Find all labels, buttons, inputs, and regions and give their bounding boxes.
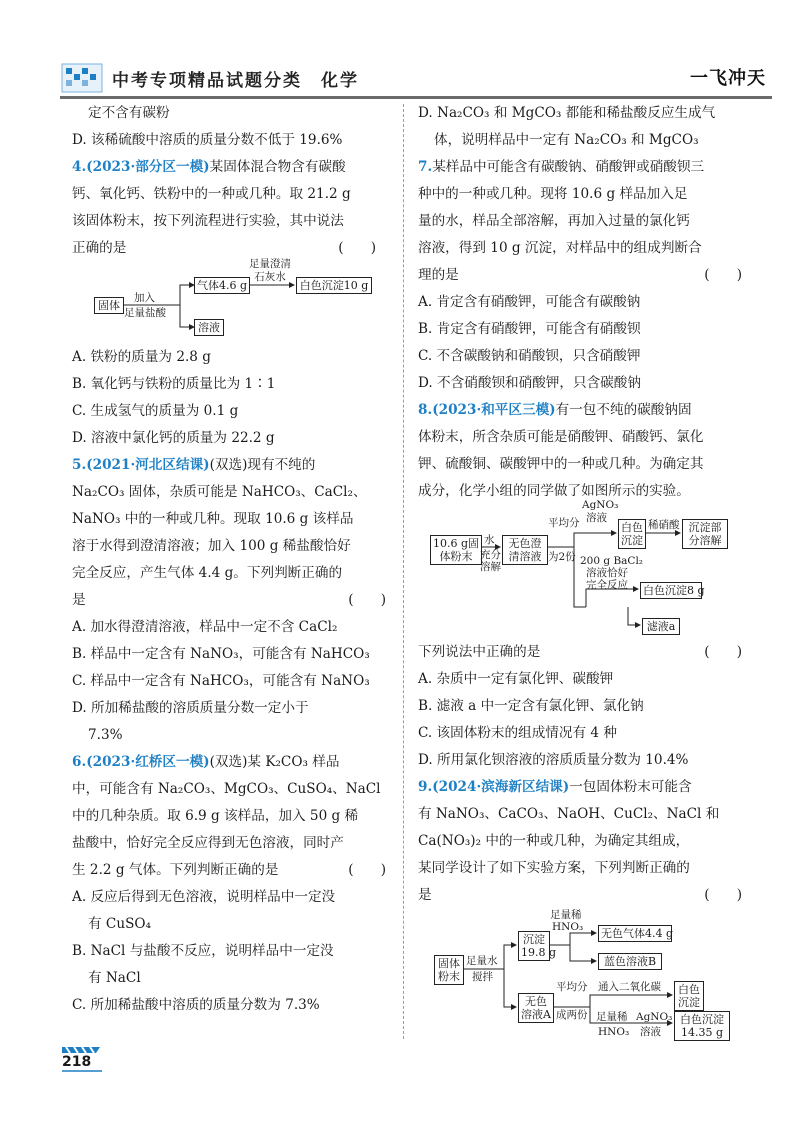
q8-box-white8: 白色沉淀8 g <box>640 582 702 599</box>
q6-line-1: (双选)某 K₂CO₃ 样品 <box>209 754 340 770</box>
q4-line-3: 该固体粉末，按下列流程进行实验，其中说法 <box>72 213 344 229</box>
q9-sol-1: 无色 <box>525 995 547 1008</box>
q8-water-2: 充分 <box>480 549 501 561</box>
q4-answer-paren: ( ) <box>338 240 376 256</box>
q4-line-4: 正确的是 <box>72 240 127 256</box>
q4-box-precip: 白色沉淀10 g <box>296 277 372 294</box>
q9-ppt-2: 19.8 g <box>521 946 557 959</box>
q7-number: 7. <box>418 159 433 175</box>
q9-box-sol <box>518 993 554 1023</box>
q9-answer-paren: ( ) <box>704 887 742 903</box>
q8-box-white <box>618 519 646 549</box>
q9-ag-2: 溶液 <box>640 1026 661 1038</box>
q8-option-c: C. 该固体粉末的组成情况有 4 种 <box>418 725 617 741</box>
q9-white-a-1: 白色 <box>678 983 700 996</box>
q9-solid-1: 固体 <box>438 957 460 970</box>
q6-answer-paren: ( ) <box>348 862 386 878</box>
q7-option-d: D. 不含硝酸钡和硝酸钾，只含碳酸钠 <box>418 375 641 391</box>
q8-bacl-3: 完全反应 <box>586 579 628 591</box>
q5-number: 5. <box>72 457 87 473</box>
q3-tail-line: 定不含有碳粉 <box>88 105 170 121</box>
header-brand: 一飞冲天 <box>690 68 766 89</box>
q5-line-5: 完全反应，产生气体 4.4 g。下列判断正确的 <box>72 565 343 581</box>
q9-line-5: 是 <box>418 887 432 903</box>
q7-option-a: A. 肯定含有硝酸钾，可能含有碳酸钠 <box>418 294 641 310</box>
q4-label-add: 加入 <box>134 292 155 304</box>
q4-option-a: A. 铁粉的质量为 2.8 g <box>72 349 211 365</box>
q4-box-gas: 气体4.6 g <box>194 277 250 294</box>
q9-ag-1: AgNO₃ <box>636 1011 673 1023</box>
q8-sample-2: 体粉末 <box>439 550 473 563</box>
q4-option-b: B. 氧化钙与铁粉的质量比为 1∶1 <box>72 376 276 392</box>
right-column <box>418 100 750 1043</box>
q8-option-d: D. 所用氯化钡溶液的溶质质量分数为 10.4% <box>418 752 689 768</box>
q6-option-b: B. NaCl 与盐酸不反应，说明样品中一定没 <box>72 943 334 959</box>
q9-box-solid <box>434 955 464 985</box>
q4-line-1: 某固体混合物含有碳酸 <box>209 159 346 175</box>
q4-label-lime-1: 足量澄清 <box>249 258 291 270</box>
q9-box-gas: 无色气体4.4 g <box>598 925 672 942</box>
q9-white-b-2: 14.35 g <box>680 1026 724 1039</box>
q9-number: 9. <box>418 779 433 795</box>
q9-source: (2024·滨海新区结课) <box>432 779 570 795</box>
q5-line-6: 是 <box>72 592 86 608</box>
q8-agno3-1: AgNO₃ <box>582 499 619 511</box>
q8-line-4: 成分，化学小组的同学做了如图所示的实验。 <box>418 483 690 499</box>
page-number: 218 <box>62 1054 92 1070</box>
q7-line-4: 溶液，得到 10 g 沉淀，对样品中的组成判断合 <box>418 240 702 256</box>
q8-flowchart <box>418 499 750 637</box>
q8-partial-2: 分溶解 <box>688 534 722 547</box>
q7-answer-paren: ( ) <box>704 267 742 283</box>
q8-clear-2: 清溶液 <box>508 550 542 563</box>
q9-hno3b-1: 足量稀 <box>596 1011 628 1023</box>
q4-line-2: 钙、氧化钙、铁粉中的一种或几种。取 21.2 g <box>72 186 351 202</box>
q8-white-2: 沉淀 <box>621 534 643 547</box>
q7-line-1: 某样品中可能含有碳酸钠、硝酸钾或硝酸钡三 <box>432 159 705 175</box>
q4-option-c: C. 生成氢气的质量为 0.1 g <box>72 403 239 419</box>
q9-box-white-b <box>674 1011 730 1041</box>
q6-line-4: 盐酸中，恰好完全反应得到无色溶液，同时产 <box>72 835 344 851</box>
q9-box-blue: 蓝色溶液B <box>598 953 662 970</box>
q7-line-3: 量的水，样品全部溶解，再加入过量的氯化钙 <box>418 213 690 229</box>
question-9 <box>418 774 750 1041</box>
q8-option-b: B. 滤液 a 中一定含有氯化钾、氯化钠 <box>418 698 644 714</box>
column-divider <box>403 104 404 1039</box>
q9-water-1: 足量水 <box>466 955 498 967</box>
q9-white-a-2: 沉淀 <box>678 996 700 1009</box>
q9-line-2: 有 NaNO₃、CaCO₃、NaOH、CuCl₂、NaCl 和 <box>418 806 720 822</box>
q8-question: 下列说法中正确的是 <box>418 644 541 660</box>
q3-option-d: D. 该稀硫酸中溶质的质量分数不低于 19.6% <box>72 132 343 148</box>
q8-line-1: 有一包不纯的碳酸钠固 <box>555 402 692 418</box>
q8-number: 8. <box>418 402 433 418</box>
q8-split-1: 平均分 <box>548 517 580 529</box>
q9-white-b-1: 白色沉淀 <box>680 1013 724 1026</box>
q8-bacl-2: 溶液恰好 <box>586 567 628 579</box>
q4-box-solution: 溶液 <box>194 319 224 336</box>
q5-source: (2021·河北区结课) <box>86 457 210 473</box>
q5-line-3: NaNO₃ 中的一种或几种。现取 10.6 g 该样品 <box>72 511 354 527</box>
q6-number: 6. <box>72 754 87 770</box>
q9-line-4: 某同学设计了如下实验方案，下列判断正确的 <box>418 860 690 876</box>
q9-hno3b-2: HNO₃ <box>598 1026 630 1038</box>
q6-line-5: 生 2.2 g 气体。下列判断正确的是 <box>72 862 279 878</box>
q9-hno3-1: 足量稀 <box>550 909 582 921</box>
q5-line-1: (双选)现有不纯的 <box>209 457 316 473</box>
q9-ppt-1: 沉淀 <box>523 933 545 946</box>
q5-line-2: Na₂CO₃ 固体，杂质可能是 NaHCO₃、CaCl₂、 <box>72 484 367 500</box>
q5-option-d: D. 所加稀盐酸的溶质质量分数一定小于 <box>72 700 309 716</box>
q6-source: (2023·红桥区一模) <box>86 754 210 770</box>
q8-sample-1: 10.6 g固 <box>433 537 480 550</box>
question-7 <box>418 154 750 397</box>
header-title: 中考专项精品试题分类 化学 <box>112 71 359 91</box>
header-divider <box>60 96 772 99</box>
q5-answer-paren: ( ) <box>348 592 386 608</box>
q6-line-3: 中的几种杂质。取 6.9 g 该样品，加入 50 g 稀 <box>72 808 359 824</box>
q8-answer-paren: ( ) <box>704 644 742 660</box>
q8-agno3-2: 溶液 <box>586 512 607 524</box>
q9-hno3-2: HNO₃ <box>552 921 584 933</box>
q4-option-d: D. 溶液中氯化钙的质量为 22.2 g <box>72 430 275 446</box>
q9-solid-2: 粉末 <box>438 970 460 983</box>
q6-option-b-cont: 有 NaCl <box>88 970 141 986</box>
q6-line-2: 中，可能含有 Na₂CO₃、MgCO₃、CuSO₄、NaCl <box>72 781 381 797</box>
q9-co2: 通入二氧化碳 <box>598 981 661 993</box>
q5-line-4: 溶于水得到澄清溶液；加入 100 g 稀盐酸恰好 <box>72 538 351 554</box>
q8-source: (2023·和平区三模) <box>432 402 556 418</box>
q8-white-1: 白色 <box>621 521 643 534</box>
q5-option-a: A. 加水得澄清溶液，样品中一定不含 CaCl₂ <box>72 619 338 635</box>
q6-option-a-cont: 有 CuSO₄ <box>88 916 151 932</box>
q8-clear-1: 无色澄 <box>508 537 542 550</box>
question-4 <box>72 154 394 452</box>
q9-flowchart <box>418 911 750 1041</box>
header-logo-icon <box>60 60 104 94</box>
q5-option-c: C. 样品中一定含有 NaHCO₃，可能含有 NaNO₃ <box>72 673 370 689</box>
q6-option-a: A. 反应后得到无色溶液，说明样品中一定没 <box>72 889 336 905</box>
q7-line-2: 种中的一种或几种。现将 10.6 g 样品加入足 <box>418 186 688 202</box>
q8-box-partial <box>682 519 728 549</box>
q7-line-5: 理的是 <box>418 267 459 283</box>
q6-option-d-cont: 体，说明样品中一定有 Na₂CO₃ 和 MgCO₃ <box>434 132 699 148</box>
q4-label-lime-2: 石灰水 <box>254 271 286 283</box>
q5-option-d-cont: 7.3% <box>88 727 123 743</box>
q8-option-a: A. 杂质中一定有氯化钾、碳酸钾 <box>418 671 614 687</box>
q7-option-b: B. 肯定含有硝酸钾，可能含有硝酸钡 <box>418 321 641 337</box>
q8-line-3: 钾、硫酸铜、碳酸钾中的一种或几种。为确定其 <box>418 456 704 472</box>
q9-sol-2: 溶液A <box>521 1008 551 1021</box>
q4-box-solid: 固体 <box>94 297 124 314</box>
q9-line-3: Ca(NO₃)₂ 中的一种或几种，为确定其组成， <box>418 833 690 849</box>
q8-bacl-1: 200 g BaCl₂ <box>580 555 644 567</box>
q8-box-filtrate: 滤液a <box>642 618 680 635</box>
q9-split-2: 成两份 <box>556 1009 588 1021</box>
q8-hno3: 稀硝酸 <box>648 519 680 531</box>
question-8 <box>418 397 750 774</box>
q8-split-2: 为2份 <box>548 551 576 563</box>
q8-partial-1: 沉淀部 <box>688 521 722 534</box>
q6-option-c: C. 所加稀盐酸中溶质的质量分数为 7.3% <box>72 997 320 1013</box>
q7-option-c: C. 不含碳酸钠和硝酸钡，只含硝酸钾 <box>418 348 641 364</box>
q9-water-2: 搅拌 <box>472 971 493 983</box>
q9-split-1: 平均分 <box>556 981 588 993</box>
question-6 <box>72 749 394 1019</box>
q8-box-sample <box>430 535 482 565</box>
q9-line-1: 一包固体粉末可能含 <box>569 779 692 795</box>
question-5 <box>72 452 394 749</box>
q8-line-2: 体粉末，所含杂质可能是硝酸钾、硝酸钙、氯化 <box>418 429 704 445</box>
q4-source: (2023·部分区一模) <box>86 159 210 175</box>
left-column <box>72 100 394 1019</box>
q9-box-ppt <box>518 931 557 961</box>
page-header <box>60 58 770 98</box>
q8-water-1: 水 <box>484 534 495 546</box>
q8-box-clear <box>502 535 548 565</box>
q6-option-d: D. Na₂CO₃ 和 MgCO₃ 都能和稀盐酸反应生成气 <box>418 105 716 121</box>
q8-water-3: 溶解 <box>480 561 501 573</box>
q4-label-acid: 足量盐酸 <box>124 307 166 319</box>
q9-box-white-a <box>674 981 704 1011</box>
q4-flowchart <box>72 258 394 342</box>
q5-option-b: B. 样品中一定含有 NaNO₃，可能含有 NaHCO₃ <box>72 646 370 662</box>
q4-number: 4. <box>72 159 87 175</box>
